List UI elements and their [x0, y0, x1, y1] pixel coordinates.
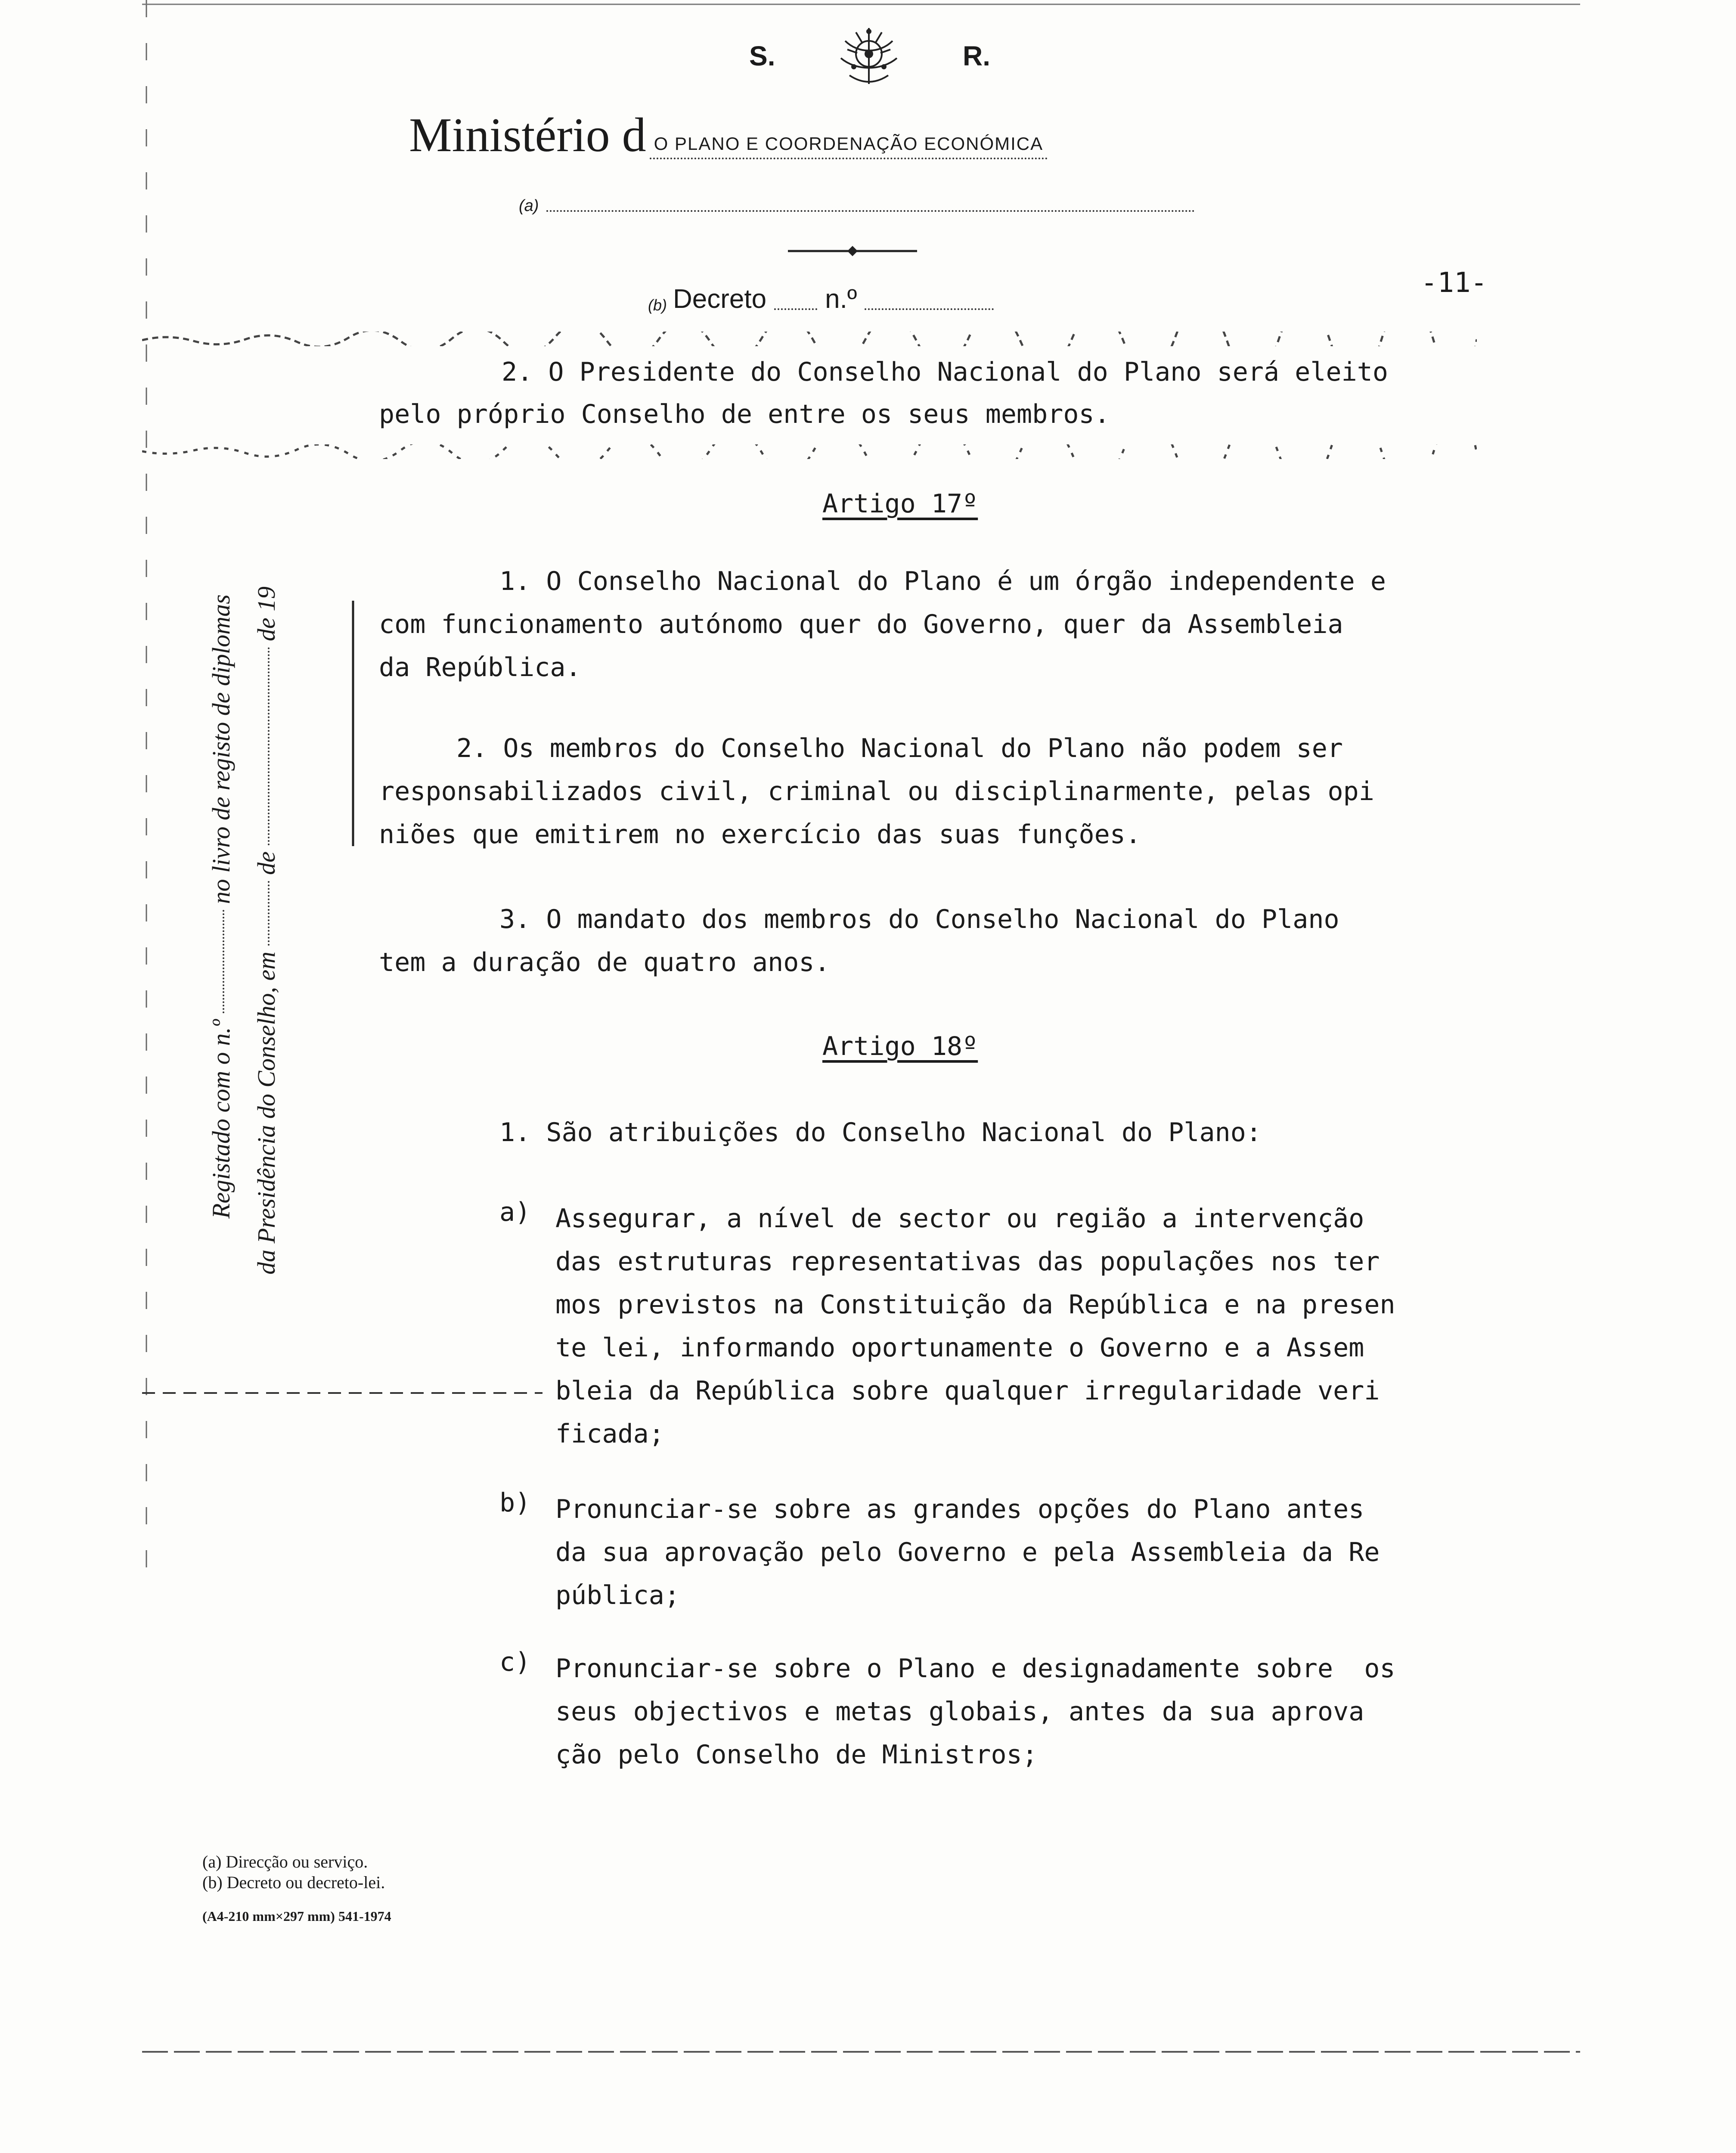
scan-edge-dash: [142, 1389, 542, 1397]
item-b-line2: da sua aprovação pelo Governo e pela Assembleia da Re: [555, 1537, 1380, 1567]
direction-line: [519, 185, 1195, 215]
margin-register-blank: [222, 910, 224, 1013]
margin-bracket: [351, 601, 355, 846]
decree-marker: (b): [648, 296, 667, 314]
margin-year-label: de 19: [252, 586, 280, 642]
art17-p3-line1: 3. O mandato dos membros do Conselho Nacional do Plano: [499, 904, 1339, 934]
direction-marker: (a): [519, 197, 539, 215]
decree-type-blank: [774, 308, 817, 310]
footnote-a: (a) Direcção ou serviço.: [202, 1852, 368, 1871]
item-a-line3: mos previstos na Constituição da República e na presen: [555, 1290, 1395, 1320]
item-a-line5: bleia da República sobre qualquer irregularidade veri: [555, 1376, 1380, 1406]
footnote-b: (b) Decreto ou decreto-lei.: [202, 1873, 385, 1892]
art17-p2-line1: 2. Os membros do Conselho Nacional do Plano não podem ser: [456, 733, 1343, 763]
margin-register-note: [207, 594, 236, 1219]
item-b-line1: Pronunciar-se sobre as grandes opções do Plano antes: [555, 1494, 1364, 1524]
margin-month-blank: [267, 647, 270, 845]
article-17-heading: Artigo 17º: [822, 489, 978, 519]
art18-intro: 1. São atribuições do Conselho Nacional do Plano:: [499, 1117, 1262, 1148]
item-b-label: b): [499, 1488, 531, 1518]
page-number: -11-: [1421, 267, 1488, 299]
margin-de-label: de: [252, 851, 280, 875]
item-a-line1: Assegurar, a nível de sector ou região a intervenção: [555, 1204, 1364, 1234]
decree-number-blank: [865, 308, 994, 310]
intro-line-2: pelo próprio Conselho de entre os seus membros.: [379, 399, 1110, 429]
item-a-line2: das estruturas representativas das populações nos ter: [555, 1247, 1380, 1277]
intro-line-1: 2. O Presidente do Conselho Nacional do Plano será eleito: [502, 357, 1389, 387]
margin-presidency-note: [252, 586, 281, 1275]
letter-s: S.: [749, 40, 775, 71]
item-c-line1: Pronunciar-se sobre o Plano e designadamente sobre os: [555, 1654, 1395, 1684]
margin-register-label: Registado com o n.º: [207, 1019, 235, 1219]
letter-r: R.: [963, 40, 990, 71]
number-label: n.º: [825, 284, 857, 314]
scan-edge-line: [142, 0, 151, 1593]
ministry-line: [409, 99, 1292, 162]
decree-word: Decreto: [673, 284, 767, 314]
direction-blank: [546, 210, 1195, 212]
item-c-line2: seus objectivos e metas globais, antes da sua aprova: [555, 1697, 1364, 1727]
item-c-label: c): [499, 1647, 531, 1677]
coat-of-arms-icon: [832, 24, 905, 88]
article-18-heading: Artigo 18º: [822, 1031, 978, 1061]
scan-noise-band: [142, 444, 1477, 459]
item-c-line3: ção pelo Conselho de Ministros;: [555, 1740, 1038, 1770]
scan-bottom-line: [142, 2048, 1580, 2056]
item-a-line4: te lei, informando oportunamente o Governo e a Assem: [555, 1333, 1364, 1363]
republic-header: [749, 24, 990, 88]
ministry-label: Ministério d: [409, 109, 646, 162]
art17-p1-line3: da República.: [379, 652, 581, 683]
scan-noise-band: [142, 332, 1477, 346]
art17-p2-line2: responsabilizados civil, criminal ou disciplinarmente, pelas opi: [379, 776, 1374, 807]
margin-presidency-label: da Presidência do Conselho, em: [252, 951, 280, 1275]
art17-p2-line3: niões que emitirem no exercício das suas funções.: [379, 819, 1141, 850]
diamond-rule: [788, 245, 917, 257]
footnotes: [202, 1852, 391, 1927]
scan-top-line: [142, 2, 1580, 7]
item-b-line3: pública;: [555, 1580, 680, 1610]
art17-p1-line2: com funcionamento autónomo quer do Governo, quer da Assembleia: [379, 609, 1343, 639]
margin-day-blank: [267, 881, 270, 946]
ministry-name: O PLANO E COORDENAÇÃO ECONÓMICA: [650, 133, 1048, 159]
item-a-line6: ficada;: [555, 1419, 664, 1449]
margin-book-label: no livro de registo de diplomas: [207, 594, 235, 904]
decree-line: [648, 276, 1001, 314]
art17-p1-line1: 1. O Conselho Nacional do Plano é um órgão independente e: [499, 566, 1386, 596]
paper-format-note: (A4-210 mm×297 mm) 541-1974: [202, 1908, 391, 1924]
item-a-label: a): [499, 1197, 531, 1227]
art17-p3-line2: tem a duração de quatro anos.: [379, 947, 830, 977]
